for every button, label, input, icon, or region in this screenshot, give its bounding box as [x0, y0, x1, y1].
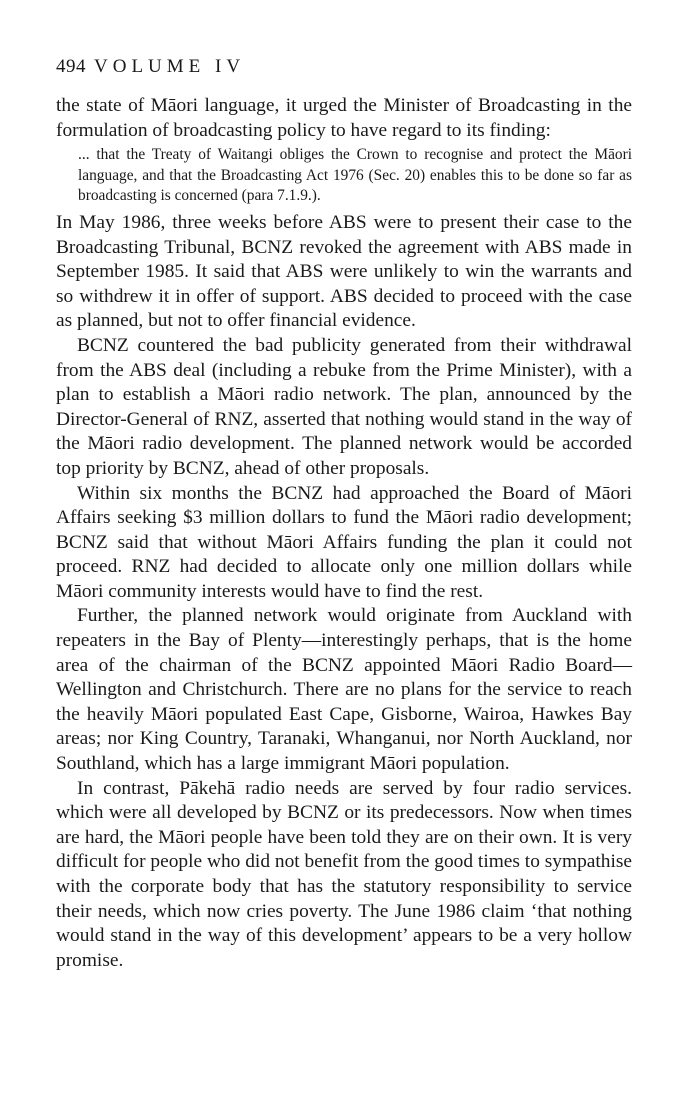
document-page — [56, 54, 632, 973]
paragraph-bcnz-countered: BCNZ countered the bad publicity generated from their withdrawal from the ABS deal (including a rebuke from the Prime Minister), with a plan to establish a Māori radio network. The plan, announced by the Director-General of RNZ, asserted that nothing would stand in the way of the Māori radio development. The planned network would be accorded top priority by BCNZ, ahead of other proposals. — [56, 334, 632, 479]
paragraph-in-contrast: In contrast, Pākehā radio needs are served by four radio services. which were all developed by BCNZ or its predecessors. Now when times are hard, the Māori people have been told they are on their own. It is very difficult for people who did not benefit from the good times to sympathise with the corporate body that has the statutory responsibility to service their needs, which now cries poverty. The June 1986 claim ‘that nothing would stand in the way of this development’ appears to be a very hollow promise. — [56, 777, 632, 971]
running-head — [56, 54, 632, 80]
paragraph-may-1986: In May 1986, three weeks before ABS were to present their case to the Broadcasting Tribunal, BCNZ revoked the agreement with ABS made in September 1985. It said that ABS were unlikely to win the warrants and so withdrew it in offer of support. ABS decided to proceed with the case as planned, but not to offer financial evidence. — [56, 211, 632, 332]
paragraph-within-six-months: Within six months the BCNZ had approached the Board of Māori Affairs seeking $3 million dollars to fund the Māori radio development; BCNZ said that without Māori Affairs funding the plan it could not proceed. RNZ had decided to allocate only one million dollars while Māori community interests would have to find the rest. — [56, 482, 632, 602]
paragraph-further: Further, the planned network would originate from Auckland with repeaters in the Bay of Plenty—interestingly perhaps, that is the home area of the chairman of the BCNZ appointed Māori Radio Board—Wellington and Christchurch. There are no plans for the service to reach the heavily Māori populated East Cape, Gisborne, Wairoa, Hawkes Bay areas; nor King Country, Taranaki, Whanganui, nor North Auckland, nor Southland, which has a large immigrant Māori population. — [56, 605, 632, 775]
page-number: 494 — [56, 56, 86, 77]
paragraph-continuation: the state of Māori language, it urged the Minister of Broadcasting in the formulation of broadcasting policy to have regard to its finding: — [56, 95, 632, 141]
block-quote: ... that the Treaty of Waitangi obliges the Crown to recognise and protect the Māori language, and that the Broadcasting Act 1976 (Sec. 20) enables this to be done so far as broadcasting is concerned (para 7.1.9.). — [78, 146, 632, 205]
volume-label: VOLUME IV — [94, 56, 246, 77]
